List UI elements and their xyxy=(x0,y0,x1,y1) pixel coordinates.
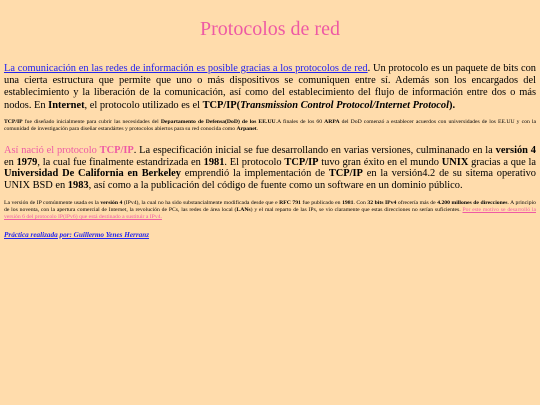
bold-text: 1981 xyxy=(342,200,354,206)
text: . La especificación inicial se fue desarrollando en varias versiones, culminanado en la xyxy=(133,145,496,156)
bold-text: Arpanet xyxy=(236,126,257,132)
ipv4-small-paragraph xyxy=(4,200,536,221)
text: . El protocolo xyxy=(224,156,285,168)
text: (IPv4), la cual no ha sido substancialmente modificada desde que e xyxy=(122,200,280,206)
bold-italic-text: Transmission Control Protocol/Internet Protocol xyxy=(240,99,449,111)
bold-text: ). xyxy=(449,99,456,111)
history-small-paragraph xyxy=(4,119,536,133)
bold-text: TCP/IP xyxy=(284,156,319,168)
bold-text: TCP/IP xyxy=(328,168,363,180)
text: en xyxy=(4,156,17,168)
pink-bold-text: TCP/IP xyxy=(99,145,134,156)
text: del DoD comenzó a establecer acuerdos con universidades de los EE.UU y con la comunidad de investigación para diseñar estandártes y protocolos abiertos para su red conocida como xyxy=(4,119,536,132)
bold-text: 1983 xyxy=(67,180,89,192)
credit-link[interactable]: Práctica realizada por: Guillermo Yenes Herranz xyxy=(4,231,150,239)
text: , el protocolo utilizado es el xyxy=(84,99,203,111)
bold-text: TCP/IP xyxy=(4,119,23,125)
page-title: Protocolos de red xyxy=(200,18,340,40)
text: emprendió la implementación de xyxy=(180,168,329,180)
text: .A finales de los 60 xyxy=(275,119,325,125)
bold-text: Departamento de Defensa(DoD) de los EE.UU xyxy=(160,119,276,125)
protocols-link[interactable]: La comunicación en las redes de información es posible gracias a los protocolos de red xyxy=(4,63,368,74)
bold-text: 1979 xyxy=(16,156,38,168)
text: tuvo gran éxito en el mundo xyxy=(318,156,442,168)
bold-text: 4.200 millones de direcciones xyxy=(437,200,508,206)
text: gracias a que la xyxy=(468,156,536,168)
bold-text: versión 4 xyxy=(100,200,123,206)
bold-text: LANs xyxy=(236,207,251,213)
text: ) y el mal reparto de las IPs, se vio claramente que estas direcciones no serían suficientes. xyxy=(250,207,463,213)
intro-paragraph xyxy=(4,63,536,112)
tcpip-origin-paragraph xyxy=(4,145,536,192)
bold-text: versión 4 xyxy=(495,145,536,156)
bold-text: 1981 xyxy=(203,156,225,168)
text: fue publicado en xyxy=(300,200,343,206)
bold-text: ( xyxy=(236,99,241,111)
bold-text: Universidad De California en Berkeley xyxy=(4,168,181,180)
text: , así como a la publicación del código de fuente como un software en un dominio público. xyxy=(88,180,463,192)
text: en la versión4.2 de su sitema operativo UNIX BSD en xyxy=(4,168,536,192)
bold-text: Internet xyxy=(48,99,85,111)
bold-text: UNIX xyxy=(441,156,469,168)
text: . xyxy=(256,126,259,132)
ipv6-link[interactable]: Por este motivo se desarrolló la versión 6 del protocolo IP(IPv6) que está destinado a sustituir a IPv4. xyxy=(4,207,536,220)
text: La versión de IP comúnmente usada es la xyxy=(4,200,101,206)
text: . Con xyxy=(353,200,368,206)
text: ofrecería más de xyxy=(396,200,438,206)
pink-text: Así nació el protocolo xyxy=(4,145,100,156)
bold-text: RFC 791 xyxy=(279,200,301,206)
text: . Un protocolo es un paquete de bits con una cierta estructura que permite que uno o más dispositivos se comuniquen entre sí. Además son los encargados del establecimiento y la liberación de la comunicación, así como del establecimiento del flujo de información entre dos o más nodos. En xyxy=(4,63,536,111)
bold-text: 32 bits IPv4 xyxy=(367,200,397,206)
text: fue diseñado inicialmente para cubrir las necesidades del xyxy=(22,119,161,125)
bold-text: ARPA xyxy=(324,119,340,125)
bold-text: TCP/IP xyxy=(202,99,237,111)
credit-paragraph xyxy=(4,231,149,240)
text: . A principio de los noventa, con la apertura comercial de Internet, la revolución de PCs, las redes de área local ( xyxy=(4,200,537,213)
text: , la cual fue finalmente estandrizada en xyxy=(37,156,204,168)
